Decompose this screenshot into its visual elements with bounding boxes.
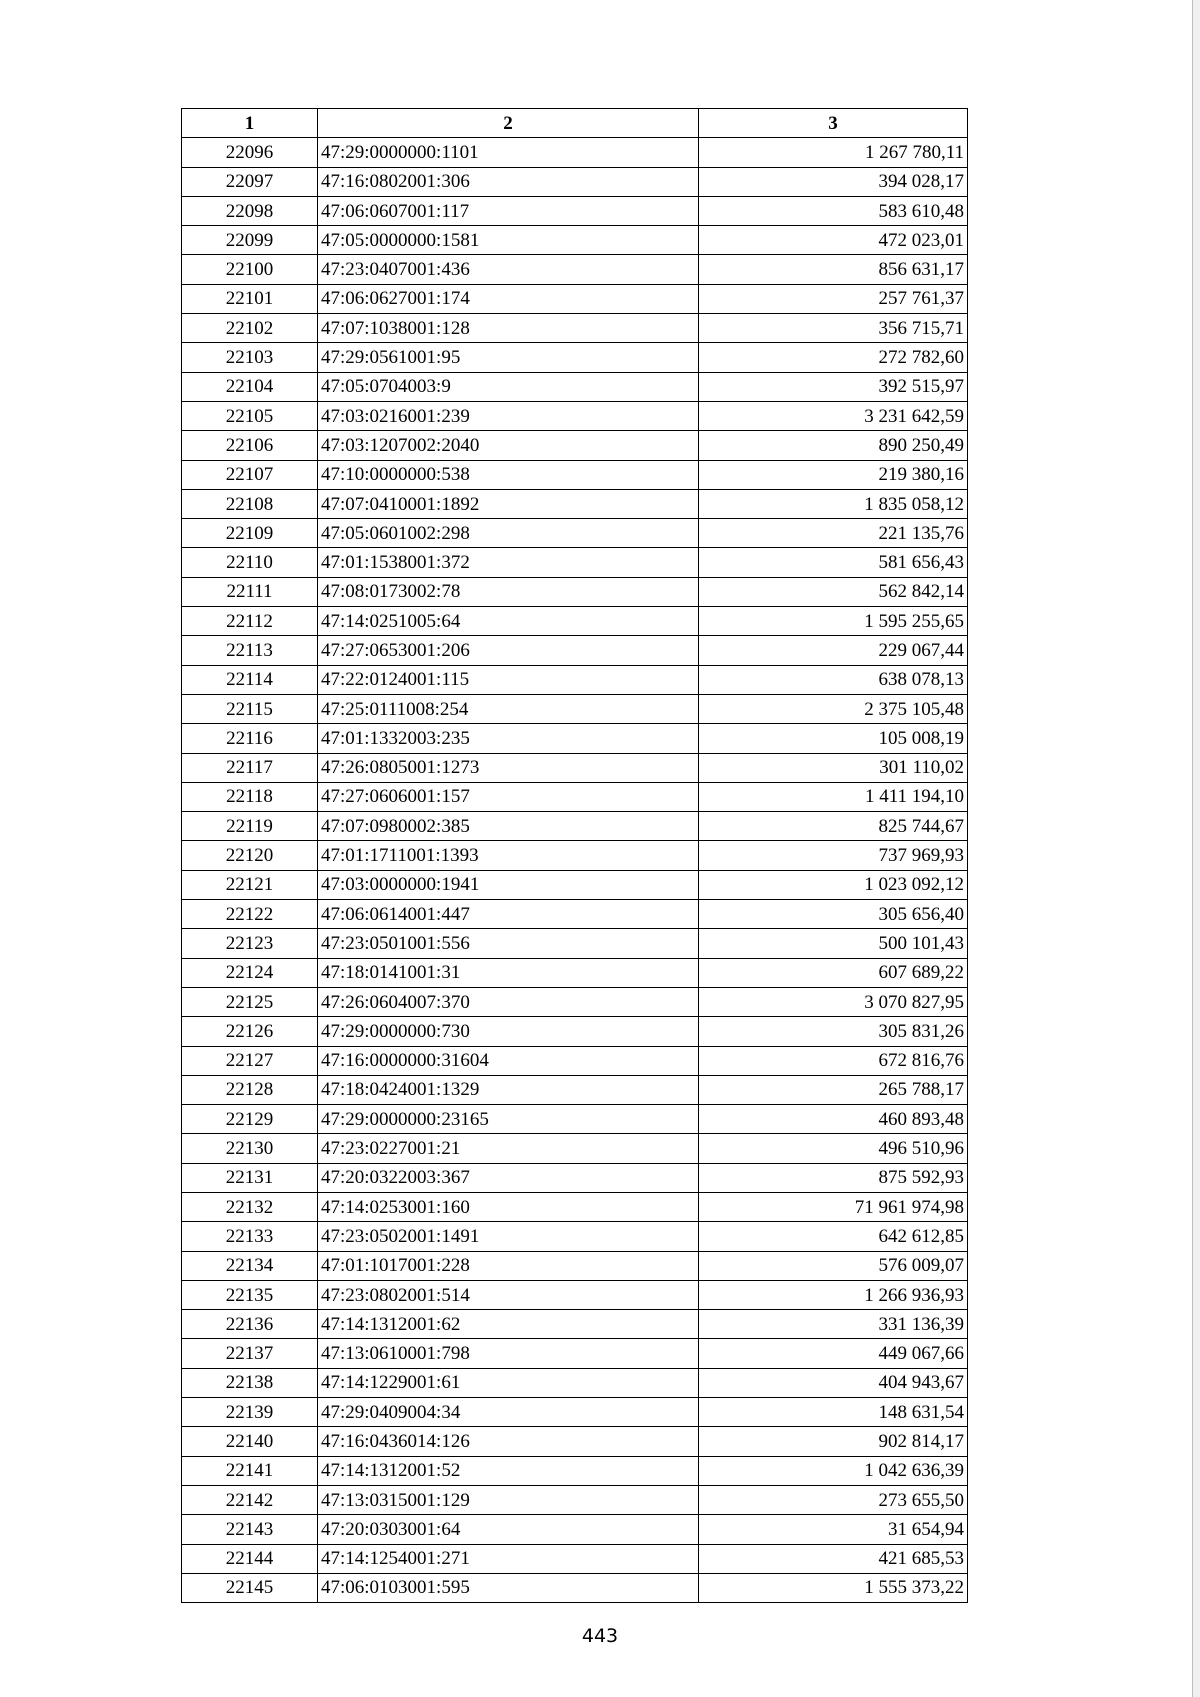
table-row bbox=[182, 1398, 968, 1427]
cadastral-number-cell: 47:05:0601002:298 bbox=[318, 519, 699, 548]
row-number-cell: 22113 bbox=[182, 636, 318, 665]
value-cell: 404 943,67 bbox=[699, 1368, 968, 1397]
value-cell: 105 008,19 bbox=[699, 724, 968, 753]
row-number-cell: 22136 bbox=[182, 1310, 318, 1339]
value-cell: 421 685,53 bbox=[699, 1544, 968, 1573]
row-number-cell: 22107 bbox=[182, 460, 318, 489]
row-number-cell: 22138 bbox=[182, 1368, 318, 1397]
value-cell: 1 835 058,12 bbox=[699, 489, 968, 518]
cadastral-number-cell: 47:06:0607001:117 bbox=[318, 196, 699, 225]
table-row bbox=[182, 636, 968, 665]
table-row bbox=[182, 489, 968, 518]
row-number-cell: 22130 bbox=[182, 1134, 318, 1163]
cadastral-number-cell: 47:03:0000000:1941 bbox=[318, 870, 699, 899]
value-cell: 257 761,37 bbox=[699, 284, 968, 313]
value-cell: 331 136,39 bbox=[699, 1310, 968, 1339]
row-number-cell: 22132 bbox=[182, 1192, 318, 1221]
value-cell: 1 555 373,22 bbox=[699, 1573, 968, 1602]
value-cell: 562 842,14 bbox=[699, 577, 968, 606]
table-row bbox=[182, 1427, 968, 1456]
cadastral-number-cell: 47:01:1017001:228 bbox=[318, 1251, 699, 1280]
row-number-cell: 22125 bbox=[182, 987, 318, 1016]
table-row bbox=[182, 929, 968, 958]
cadastral-number-cell: 47:05:0000000:1581 bbox=[318, 226, 699, 255]
value-cell: 221 135,76 bbox=[699, 519, 968, 548]
table-row bbox=[182, 460, 968, 489]
table-row bbox=[182, 1368, 968, 1397]
table-row bbox=[182, 1017, 968, 1046]
value-cell: 576 009,07 bbox=[699, 1251, 968, 1280]
table-row bbox=[182, 1456, 968, 1485]
row-number-cell: 22097 bbox=[182, 167, 318, 196]
cadastral-number-cell: 47:13:0610001:798 bbox=[318, 1339, 699, 1368]
row-number-cell: 22096 bbox=[182, 138, 318, 167]
cadastral-number-cell: 47:16:0436014:126 bbox=[318, 1427, 699, 1456]
cadastral-number-cell: 47:05:0704003:9 bbox=[318, 372, 699, 401]
cadastral-number-cell: 47:14:1254001:271 bbox=[318, 1544, 699, 1573]
value-cell: 71 961 974,98 bbox=[699, 1192, 968, 1221]
table-row bbox=[182, 1222, 968, 1251]
cadastral-number-cell: 47:26:0805001:1273 bbox=[318, 753, 699, 782]
row-number-cell: 22135 bbox=[182, 1280, 318, 1309]
value-cell: 394 028,17 bbox=[699, 167, 968, 196]
cadastral-number-cell: 47:06:0614001:447 bbox=[318, 900, 699, 929]
cadastral-number-cell: 47:23:0501001:556 bbox=[318, 929, 699, 958]
table-row bbox=[182, 1192, 968, 1221]
table-header-row bbox=[182, 109, 968, 138]
table-row bbox=[182, 607, 968, 636]
table-row bbox=[182, 870, 968, 899]
cadastral-number-cell: 47:27:0606001:157 bbox=[318, 782, 699, 811]
row-number-cell: 22116 bbox=[182, 724, 318, 753]
row-number-cell: 22144 bbox=[182, 1544, 318, 1573]
table-row bbox=[182, 196, 968, 225]
table-row bbox=[182, 431, 968, 460]
page-number: 443 bbox=[581, 1625, 619, 1647]
row-number-cell: 22112 bbox=[182, 607, 318, 636]
table-row bbox=[182, 577, 968, 606]
cadastral-number-cell: 47:01:1538001:372 bbox=[318, 548, 699, 577]
cadastral-number-cell: 47:14:0251005:64 bbox=[318, 607, 699, 636]
table-row bbox=[182, 958, 968, 987]
value-cell: 500 101,43 bbox=[699, 929, 968, 958]
row-number-cell: 22145 bbox=[182, 1573, 318, 1602]
row-number-cell: 22106 bbox=[182, 431, 318, 460]
cadastral-number-cell: 47:07:0980002:385 bbox=[318, 812, 699, 841]
value-cell: 902 814,17 bbox=[699, 1427, 968, 1456]
column-header-2: 2 bbox=[318, 109, 699, 138]
table-row bbox=[182, 1515, 968, 1544]
cadastral-number-cell: 47:14:1312001:62 bbox=[318, 1310, 699, 1339]
row-number-cell: 22104 bbox=[182, 372, 318, 401]
row-number-cell: 22141 bbox=[182, 1456, 318, 1485]
table-row bbox=[182, 1163, 968, 1192]
value-cell: 460 893,48 bbox=[699, 1105, 968, 1134]
table-row bbox=[182, 900, 968, 929]
row-number-cell: 22108 bbox=[182, 489, 318, 518]
row-number-cell: 22110 bbox=[182, 548, 318, 577]
cadastral-number-cell: 47:01:1332003:235 bbox=[318, 724, 699, 753]
value-cell: 825 744,67 bbox=[699, 812, 968, 841]
row-number-cell: 22124 bbox=[182, 958, 318, 987]
table-row bbox=[182, 987, 968, 1016]
value-cell: 496 510,96 bbox=[699, 1134, 968, 1163]
value-cell: 737 969,93 bbox=[699, 841, 968, 870]
value-cell: 1 042 636,39 bbox=[699, 1456, 968, 1485]
viewer-edge-line bbox=[1192, 0, 1193, 1697]
row-number-cell: 22123 bbox=[182, 929, 318, 958]
table-row bbox=[182, 1573, 968, 1602]
table-row bbox=[182, 1075, 968, 1104]
value-cell: 1 595 255,65 bbox=[699, 607, 968, 636]
value-cell: 219 380,16 bbox=[699, 460, 968, 489]
cadastral-number-cell: 47:20:0303001:64 bbox=[318, 1515, 699, 1544]
cadastral-number-cell: 47:29:0561001:95 bbox=[318, 343, 699, 372]
cadastral-number-cell: 47:06:0103001:595 bbox=[318, 1573, 699, 1602]
row-number-cell: 22121 bbox=[182, 870, 318, 899]
cadastral-number-cell: 47:29:0000000:23165 bbox=[318, 1105, 699, 1134]
table-row bbox=[182, 255, 968, 284]
cadastral-number-cell: 47:29:0000000:730 bbox=[318, 1017, 699, 1046]
value-cell: 583 610,48 bbox=[699, 196, 968, 225]
value-cell: 273 655,50 bbox=[699, 1485, 968, 1514]
row-number-cell: 22137 bbox=[182, 1339, 318, 1368]
value-cell: 672 816,76 bbox=[699, 1046, 968, 1075]
value-cell: 31 654,94 bbox=[699, 1515, 968, 1544]
cadastral-number-cell: 47:18:0141001:31 bbox=[318, 958, 699, 987]
row-number-cell: 22111 bbox=[182, 577, 318, 606]
row-number-cell: 22114 bbox=[182, 665, 318, 694]
row-number-cell: 22139 bbox=[182, 1398, 318, 1427]
value-cell: 449 067,66 bbox=[699, 1339, 968, 1368]
value-cell: 642 612,85 bbox=[699, 1222, 968, 1251]
value-cell: 1 411 194,10 bbox=[699, 782, 968, 811]
table-body bbox=[182, 138, 968, 1603]
row-number-cell: 22129 bbox=[182, 1105, 318, 1134]
cadastral-number-cell: 47:23:0802001:514 bbox=[318, 1280, 699, 1309]
row-number-cell: 22100 bbox=[182, 255, 318, 284]
column-header-1: 1 bbox=[182, 109, 318, 138]
table-row bbox=[182, 1251, 968, 1280]
row-number-cell: 22127 bbox=[182, 1046, 318, 1075]
value-cell: 2 375 105,48 bbox=[699, 694, 968, 723]
table-row bbox=[182, 284, 968, 313]
table-row bbox=[182, 753, 968, 782]
row-number-cell: 22133 bbox=[182, 1222, 318, 1251]
cadastral-number-cell: 47:20:0322003:367 bbox=[318, 1163, 699, 1192]
value-cell: 1 267 780,11 bbox=[699, 138, 968, 167]
cadastral-number-cell: 47:06:0627001:174 bbox=[318, 284, 699, 313]
cadastral-number-cell: 47:01:1711001:1393 bbox=[318, 841, 699, 870]
cadastral-number-cell: 47:26:0604007:370 bbox=[318, 987, 699, 1016]
row-number-cell: 22098 bbox=[182, 196, 318, 225]
cadastral-number-cell: 47:07:1038001:128 bbox=[318, 314, 699, 343]
cadastral-number-cell: 47:16:0000000:31604 bbox=[318, 1046, 699, 1075]
value-cell: 1 023 092,12 bbox=[699, 870, 968, 899]
value-cell: 148 631,54 bbox=[699, 1398, 968, 1427]
value-cell: 1 266 936,93 bbox=[699, 1280, 968, 1309]
row-number-cell: 22105 bbox=[182, 401, 318, 430]
cadastral-number-cell: 47:10:0000000:538 bbox=[318, 460, 699, 489]
row-number-cell: 22120 bbox=[182, 841, 318, 870]
table-row bbox=[182, 314, 968, 343]
table-row bbox=[182, 548, 968, 577]
table-row bbox=[182, 1105, 968, 1134]
row-number-cell: 22099 bbox=[182, 226, 318, 255]
value-cell: 265 788,17 bbox=[699, 1075, 968, 1104]
row-number-cell: 22117 bbox=[182, 753, 318, 782]
value-cell: 890 250,49 bbox=[699, 431, 968, 460]
value-cell: 638 078,13 bbox=[699, 665, 968, 694]
cadastral-number-cell: 47:25:0111008:254 bbox=[318, 694, 699, 723]
cadastral-number-cell: 47:08:0173002:78 bbox=[318, 577, 699, 606]
row-number-cell: 22134 bbox=[182, 1251, 318, 1280]
cadastral-number-cell: 47:03:0216001:239 bbox=[318, 401, 699, 430]
row-number-cell: 22122 bbox=[182, 900, 318, 929]
row-number-cell: 22118 bbox=[182, 782, 318, 811]
table-row bbox=[182, 665, 968, 694]
table-row bbox=[182, 138, 968, 167]
cadastral-number-cell: 47:14:1312001:52 bbox=[318, 1456, 699, 1485]
value-cell: 3 070 827,95 bbox=[699, 987, 968, 1016]
cadastral-number-cell: 47:27:0653001:206 bbox=[318, 636, 699, 665]
cadastral-number-cell: 47:16:0802001:306 bbox=[318, 167, 699, 196]
value-cell: 301 110,02 bbox=[699, 753, 968, 782]
column-header-3: 3 bbox=[699, 109, 968, 138]
table-row bbox=[182, 694, 968, 723]
table-row bbox=[182, 1485, 968, 1514]
value-cell: 472 023,01 bbox=[699, 226, 968, 255]
table-row bbox=[182, 372, 968, 401]
row-number-cell: 22101 bbox=[182, 284, 318, 313]
value-cell: 356 715,71 bbox=[699, 314, 968, 343]
value-cell: 875 592,93 bbox=[699, 1163, 968, 1192]
row-number-cell: 22126 bbox=[182, 1017, 318, 1046]
table-row bbox=[182, 401, 968, 430]
table-row bbox=[182, 724, 968, 753]
table-row bbox=[182, 226, 968, 255]
row-number-cell: 22103 bbox=[182, 343, 318, 372]
table-row bbox=[182, 343, 968, 372]
cadastral-number-cell: 47:23:0407001:436 bbox=[318, 255, 699, 284]
table-row bbox=[182, 782, 968, 811]
row-number-cell: 22142 bbox=[182, 1485, 318, 1514]
row-number-cell: 22128 bbox=[182, 1075, 318, 1104]
cadastral-value-table bbox=[181, 108, 968, 1603]
value-cell: 607 689,22 bbox=[699, 958, 968, 987]
value-cell: 272 782,60 bbox=[699, 343, 968, 372]
cadastral-number-cell: 47:23:0227001:21 bbox=[318, 1134, 699, 1163]
table-row bbox=[182, 1046, 968, 1075]
value-cell: 305 656,40 bbox=[699, 900, 968, 929]
table-row bbox=[182, 1339, 968, 1368]
row-number-cell: 22109 bbox=[182, 519, 318, 548]
table-row bbox=[182, 1310, 968, 1339]
row-number-cell: 22143 bbox=[182, 1515, 318, 1544]
cadastral-number-cell: 47:14:0253001:160 bbox=[318, 1192, 699, 1221]
table-row bbox=[182, 841, 968, 870]
table-row bbox=[182, 812, 968, 841]
cadastral-number-cell: 47:29:0409004:34 bbox=[318, 1398, 699, 1427]
row-number-cell: 22131 bbox=[182, 1163, 318, 1192]
table-row bbox=[182, 167, 968, 196]
cadastral-number-cell: 47:14:1229001:61 bbox=[318, 1368, 699, 1397]
row-number-cell: 22140 bbox=[182, 1427, 318, 1456]
cadastral-number-cell: 47:13:0315001:129 bbox=[318, 1485, 699, 1514]
cadastral-number-cell: 47:23:0502001:1491 bbox=[318, 1222, 699, 1251]
value-cell: 581 656,43 bbox=[699, 548, 968, 577]
value-cell: 3 231 642,59 bbox=[699, 401, 968, 430]
cadastral-number-cell: 47:29:0000000:1101 bbox=[318, 138, 699, 167]
row-number-cell: 22119 bbox=[182, 812, 318, 841]
value-cell: 229 067,44 bbox=[699, 636, 968, 665]
viewer-edge bbox=[1193, 0, 1200, 1697]
cadastral-number-cell: 47:07:0410001:1892 bbox=[318, 489, 699, 518]
cadastral-number-cell: 47:22:0124001:115 bbox=[318, 665, 699, 694]
table-row bbox=[182, 1134, 968, 1163]
cadastral-number-cell: 47:03:1207002:2040 bbox=[318, 431, 699, 460]
value-cell: 392 515,97 bbox=[699, 372, 968, 401]
table-row bbox=[182, 1280, 968, 1309]
row-number-cell: 22115 bbox=[182, 694, 318, 723]
table-row bbox=[182, 1544, 968, 1573]
table-row bbox=[182, 519, 968, 548]
value-cell: 305 831,26 bbox=[699, 1017, 968, 1046]
row-number-cell: 22102 bbox=[182, 314, 318, 343]
value-cell: 856 631,17 bbox=[699, 255, 968, 284]
cadastral-number-cell: 47:18:0424001:1329 bbox=[318, 1075, 699, 1104]
